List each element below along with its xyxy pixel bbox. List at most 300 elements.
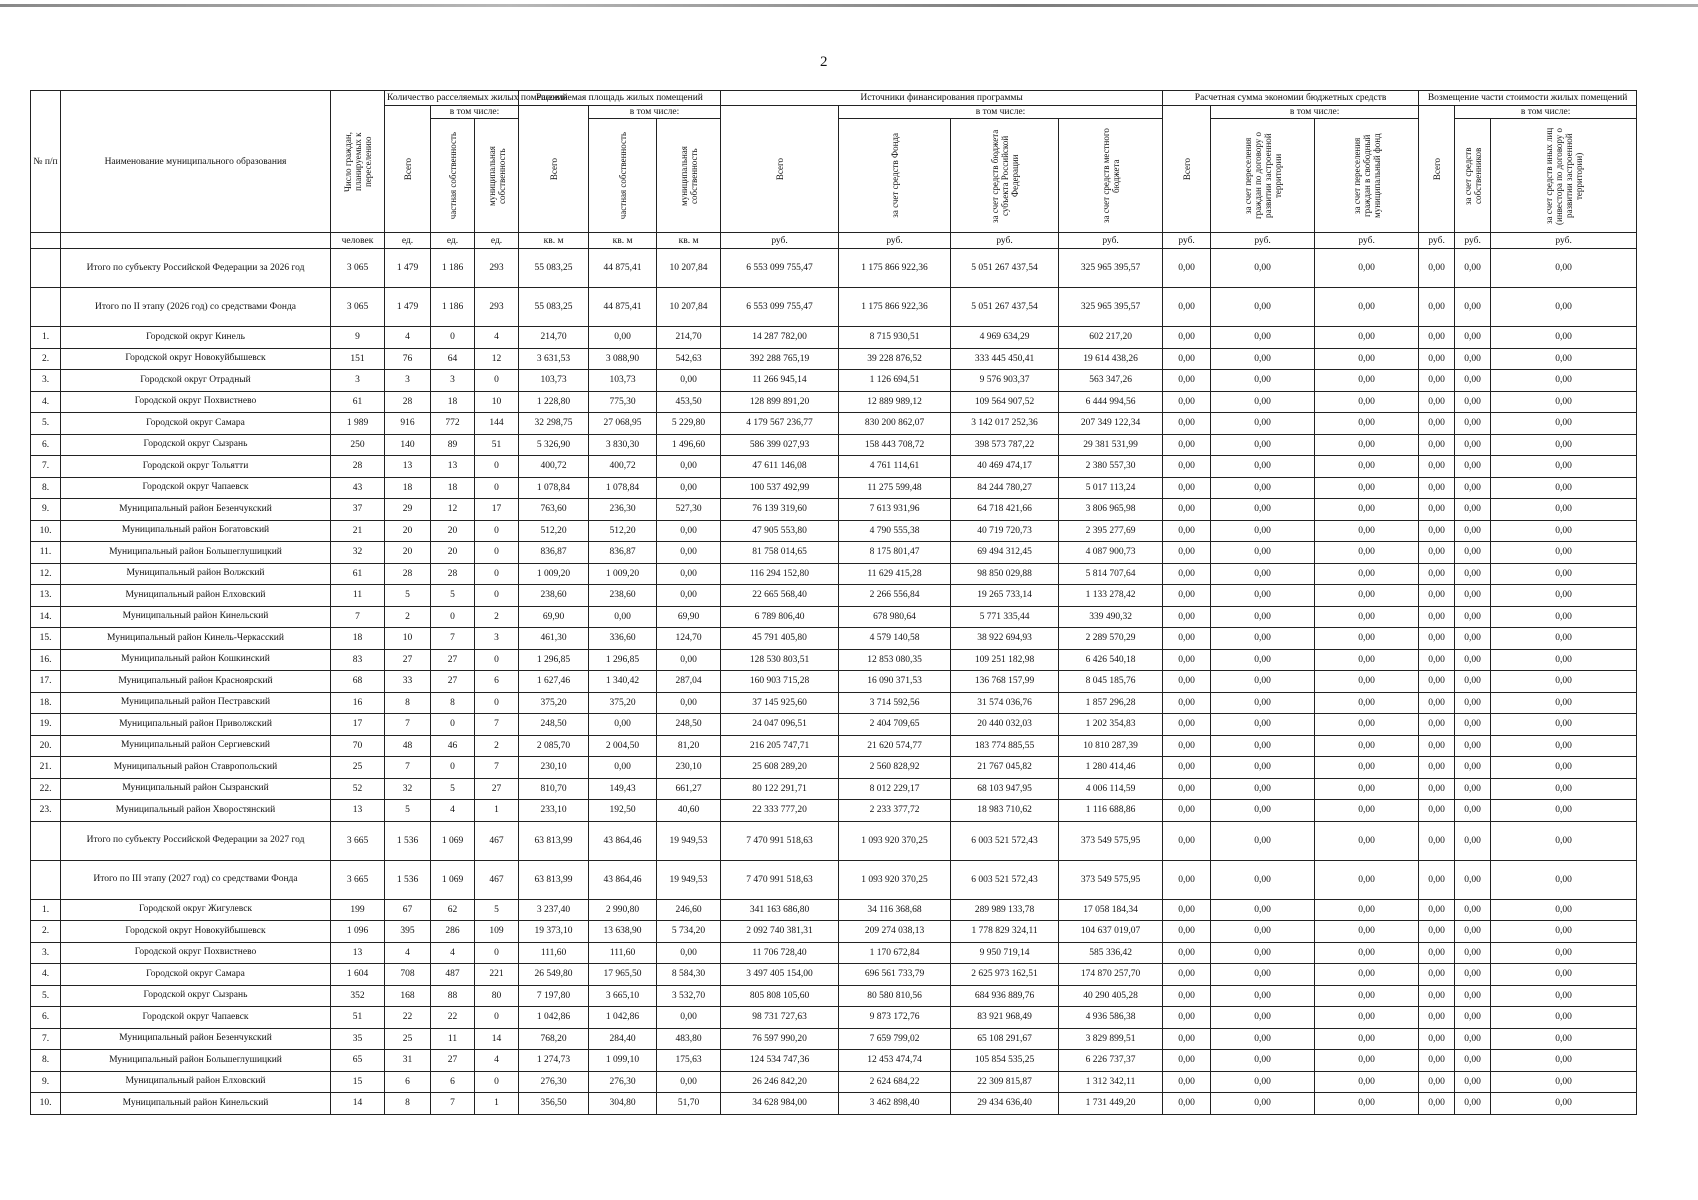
value-cell: 27 xyxy=(431,649,475,671)
value-cell: 43 864,46 xyxy=(589,860,657,899)
value-cell: 11 629 415,28 xyxy=(839,563,951,585)
value-cell: 0,00 xyxy=(1315,413,1419,435)
value-cell: 661,27 xyxy=(657,778,721,800)
value-cell: 5 326,90 xyxy=(519,434,589,456)
value-cell: 1 604 xyxy=(331,964,385,986)
value-cell: 124 534 747,36 xyxy=(721,1050,839,1072)
value-cell: 392 288 765,19 xyxy=(721,348,839,370)
value-cell: 3 462 898,40 xyxy=(839,1093,951,1115)
value-cell: 0,00 xyxy=(1491,585,1637,607)
value-cell: 0,00 xyxy=(1163,1093,1211,1115)
value-cell: 0,00 xyxy=(1211,628,1315,650)
value-cell: 0,00 xyxy=(1455,288,1491,327)
value-cell: 22 xyxy=(385,1007,431,1029)
value-cell: 0,00 xyxy=(657,692,721,714)
value-cell: 40,60 xyxy=(657,800,721,822)
value-cell: 47 905 553,80 xyxy=(721,520,839,542)
table-row xyxy=(31,1028,1637,1050)
value-cell: 0,00 xyxy=(1455,964,1491,986)
row-number: 7. xyxy=(31,1028,61,1050)
value-cell: 10 xyxy=(475,391,519,413)
value-cell: 34 116 368,68 xyxy=(839,899,951,921)
value-cell: 44 875,41 xyxy=(589,288,657,327)
value-cell: 3 065 xyxy=(331,249,385,288)
value-cell: 0,00 xyxy=(1211,520,1315,542)
value-cell: 3 830,30 xyxy=(589,434,657,456)
value-cell: 7 xyxy=(331,606,385,628)
value-cell: 4 790 555,38 xyxy=(839,520,951,542)
value-cell: 0,00 xyxy=(1163,327,1211,349)
value-cell: 0,00 xyxy=(1419,942,1455,964)
value-cell: 2 092 740 381,31 xyxy=(721,921,839,943)
value-cell: 341 163 686,80 xyxy=(721,899,839,921)
value-cell: 26 549,80 xyxy=(519,964,589,986)
row-number: 17. xyxy=(31,671,61,693)
value-cell: 0,00 xyxy=(1163,735,1211,757)
header-area-municipal: муниципальная собственность xyxy=(657,119,721,233)
value-cell: 0,00 xyxy=(657,542,721,564)
value-cell: 14 xyxy=(475,1028,519,1050)
table-row xyxy=(31,520,1637,542)
value-cell: 0,00 xyxy=(1455,899,1491,921)
value-cell: 14 287 782,00 xyxy=(721,327,839,349)
value-cell: 48 xyxy=(385,735,431,757)
value-cell: 0,00 xyxy=(1419,606,1455,628)
value-cell: 0,00 xyxy=(1163,585,1211,607)
value-cell: 0 xyxy=(475,649,519,671)
value-cell: 18 xyxy=(385,477,431,499)
value-cell: 20 440 032,03 xyxy=(951,714,1059,736)
value-cell: 46 xyxy=(431,735,475,757)
value-cell: 214,70 xyxy=(519,327,589,349)
value-cell: 64 718 421,66 xyxy=(951,499,1059,521)
value-cell: 89 xyxy=(431,434,475,456)
value-cell: 19 949,53 xyxy=(657,821,721,860)
value-cell: 287,04 xyxy=(657,671,721,693)
value-cell: 0,00 xyxy=(1491,542,1637,564)
value-cell: 286 xyxy=(431,921,475,943)
value-cell: 32 298,75 xyxy=(519,413,589,435)
value-cell: 0 xyxy=(475,520,519,542)
municipality-name: Муниципальный район Кинельский xyxy=(61,606,331,628)
value-cell: 0,00 xyxy=(657,649,721,671)
value-cell: 0,00 xyxy=(1419,964,1455,986)
value-cell: 1 133 278,42 xyxy=(1059,585,1163,607)
value-cell: 461,30 xyxy=(519,628,589,650)
value-cell: 1 042,86 xyxy=(519,1007,589,1029)
value-cell: 763,60 xyxy=(519,499,589,521)
value-cell: 0,00 xyxy=(1419,778,1455,800)
value-cell: 13 xyxy=(385,456,431,478)
value-cell: 2 404 709,65 xyxy=(839,714,951,736)
units-row xyxy=(31,233,1637,249)
value-cell: 3 xyxy=(475,628,519,650)
value-cell: 3 237,40 xyxy=(519,899,589,921)
value-cell: 11 275 599,48 xyxy=(839,477,951,499)
table-row xyxy=(31,456,1637,478)
value-cell: 20 xyxy=(431,520,475,542)
value-cell: 1 186 xyxy=(431,249,475,288)
value-cell: 0,00 xyxy=(1163,778,1211,800)
value-cell: 1 175 866 922,36 xyxy=(839,288,951,327)
value-cell: 467 xyxy=(475,821,519,860)
value-cell: 69 494 312,45 xyxy=(951,542,1059,564)
value-cell: 0,00 xyxy=(1455,434,1491,456)
value-cell: 80 122 291,71 xyxy=(721,778,839,800)
value-cell: 0,00 xyxy=(1455,1007,1491,1029)
table-row xyxy=(31,585,1637,607)
municipality-name: Муниципальный район Сызранский xyxy=(61,778,331,800)
row-number: 8. xyxy=(31,477,61,499)
header-reimb-owners: за счет средств собственников xyxy=(1455,119,1491,233)
value-cell: 0,00 xyxy=(1315,899,1419,921)
row-number: 5. xyxy=(31,413,61,435)
value-cell: 68 103 947,95 xyxy=(951,778,1059,800)
value-cell: 9 950 719,14 xyxy=(951,942,1059,964)
value-cell: 19 614 438,26 xyxy=(1059,348,1163,370)
value-cell: 4 087 900,73 xyxy=(1059,542,1163,564)
value-cell: 1 479 xyxy=(385,288,431,327)
value-cell: 1 312 342,11 xyxy=(1059,1071,1163,1093)
value-cell: 221 xyxy=(475,964,519,986)
value-cell: 109 xyxy=(475,921,519,943)
table-row xyxy=(31,391,1637,413)
table-row xyxy=(31,542,1637,564)
value-cell: 1 857 296,28 xyxy=(1059,692,1163,714)
value-cell: 0,00 xyxy=(1491,692,1637,714)
value-cell: 708 xyxy=(385,964,431,986)
value-cell: 0,00 xyxy=(1455,413,1491,435)
value-cell: 0,00 xyxy=(1455,692,1491,714)
municipality-name: Муниципальный район Сергиевский xyxy=(61,735,331,757)
value-cell: 1 042,86 xyxy=(589,1007,657,1029)
value-cell: 375,20 xyxy=(519,692,589,714)
value-cell: 51 xyxy=(331,1007,385,1029)
value-cell: 0,00 xyxy=(1491,942,1637,964)
value-cell: 0,00 xyxy=(1455,757,1491,779)
value-cell: 19 265 733,14 xyxy=(951,585,1059,607)
value-cell: 6 003 521 572,43 xyxy=(951,821,1059,860)
value-cell: 3 665 xyxy=(331,821,385,860)
value-cell: 13 638,90 xyxy=(589,921,657,943)
value-cell: 400,72 xyxy=(519,456,589,478)
row-number: 2. xyxy=(31,348,61,370)
row-number: 10. xyxy=(31,520,61,542)
value-cell: 0,00 xyxy=(1163,520,1211,542)
value-cell: 0,00 xyxy=(1211,985,1315,1007)
value-cell: 6 226 737,37 xyxy=(1059,1050,1163,1072)
value-cell: 68 xyxy=(331,671,385,693)
value-cell: 29 434 636,40 xyxy=(951,1093,1059,1115)
row-number: 4. xyxy=(31,964,61,986)
value-cell: 0,00 xyxy=(1163,942,1211,964)
row-number xyxy=(31,249,61,288)
municipality-name: Городской округ Чапаевск xyxy=(61,477,331,499)
row-number: 6. xyxy=(31,434,61,456)
value-cell: 0 xyxy=(475,542,519,564)
table-row xyxy=(31,499,1637,521)
header-finance-incl: в том числе: xyxy=(839,106,1163,119)
value-cell: 0,00 xyxy=(1163,434,1211,456)
value-cell: 34 628 984,00 xyxy=(721,1093,839,1115)
value-cell: 0,00 xyxy=(1315,1028,1419,1050)
value-cell: 128 899 891,20 xyxy=(721,391,839,413)
value-cell: 0,00 xyxy=(1211,757,1315,779)
value-cell: 2 380 557,30 xyxy=(1059,456,1163,478)
municipality-name: Городской округ Сызрань xyxy=(61,985,331,1007)
value-cell: 35 xyxy=(331,1028,385,1050)
value-cell: 0,00 xyxy=(1163,606,1211,628)
table-row xyxy=(31,563,1637,585)
header-economy-development: за счет переселения граждан по договору о развитии застроенной территории xyxy=(1211,119,1315,233)
value-cell: 8 xyxy=(431,692,475,714)
value-cell: 0,00 xyxy=(1211,1093,1315,1115)
value-cell: 81,20 xyxy=(657,735,721,757)
unit-cell: руб. xyxy=(1455,233,1491,249)
value-cell: 3 532,70 xyxy=(657,985,721,1007)
value-cell: 100 537 492,99 xyxy=(721,477,839,499)
value-cell: 230,10 xyxy=(519,757,589,779)
row-number: 1. xyxy=(31,899,61,921)
value-cell: 32 xyxy=(331,542,385,564)
value-cell: 678 980,64 xyxy=(839,606,951,628)
value-cell: 1 731 449,20 xyxy=(1059,1093,1163,1115)
value-cell: 64 xyxy=(431,348,475,370)
value-cell: 13 xyxy=(331,942,385,964)
value-cell: 0,00 xyxy=(1163,628,1211,650)
header-num: № п/п xyxy=(31,91,61,233)
municipality-name: Муниципальный район Волжский xyxy=(61,563,331,585)
value-cell: 183 774 885,55 xyxy=(951,735,1059,757)
value-cell: 563 347,26 xyxy=(1059,370,1163,392)
value-cell: 1 170 672,84 xyxy=(839,942,951,964)
value-cell: 0,00 xyxy=(1315,942,1419,964)
value-cell: 19 949,53 xyxy=(657,860,721,899)
value-cell: 21 xyxy=(331,520,385,542)
value-cell: 0 xyxy=(475,692,519,714)
municipality-name: Итого по субъекту Российской Федерации за 2027 год xyxy=(61,821,331,860)
municipality-name: Муниципальный район Большеглушицкий xyxy=(61,1050,331,1072)
value-cell: 0,00 xyxy=(1163,249,1211,288)
value-cell: 28 xyxy=(431,563,475,585)
value-cell: 69,90 xyxy=(657,606,721,628)
value-cell: 13 xyxy=(331,800,385,822)
table-row xyxy=(31,921,1637,943)
total-row xyxy=(31,860,1637,899)
value-cell: 12 xyxy=(431,499,475,521)
value-cell: 0,00 xyxy=(1491,800,1637,822)
municipality-name: Муниципальный район Елховский xyxy=(61,1071,331,1093)
value-cell: 6 444 994,56 xyxy=(1059,391,1163,413)
value-cell: 12 853 080,35 xyxy=(839,649,951,671)
table-row xyxy=(31,985,1637,1007)
value-cell: 10 207,84 xyxy=(657,288,721,327)
value-cell: 0,00 xyxy=(1491,434,1637,456)
header-reimb-total: Всего xyxy=(1419,106,1455,233)
value-cell: 16 xyxy=(331,692,385,714)
value-cell: 0,00 xyxy=(1163,800,1211,822)
value-cell: 9 576 903,37 xyxy=(951,370,1059,392)
value-cell: 4 969 634,29 xyxy=(951,327,1059,349)
value-cell: 0,00 xyxy=(1491,1028,1637,1050)
value-cell: 0,00 xyxy=(1419,757,1455,779)
value-cell: 238,60 xyxy=(589,585,657,607)
value-cell: 192,50 xyxy=(589,800,657,822)
value-cell: 0,00 xyxy=(589,327,657,349)
unit-cell: ед. xyxy=(431,233,475,249)
value-cell: 80 580 810,56 xyxy=(839,985,951,1007)
value-cell: 1 xyxy=(475,800,519,822)
table-row xyxy=(31,413,1637,435)
row-number: 14. xyxy=(31,606,61,628)
value-cell: 1 126 694,51 xyxy=(839,370,951,392)
value-cell: 356,50 xyxy=(519,1093,589,1115)
value-cell: 238,60 xyxy=(519,585,589,607)
value-cell: 4 xyxy=(385,942,431,964)
row-number: 15. xyxy=(31,628,61,650)
value-cell: 375,20 xyxy=(589,692,657,714)
value-cell: 1 175 866 922,36 xyxy=(839,249,951,288)
value-cell: 9 xyxy=(331,327,385,349)
value-cell: 0,00 xyxy=(1419,735,1455,757)
value-cell: 0,00 xyxy=(1455,921,1491,943)
table-row xyxy=(31,692,1637,714)
value-cell: 0,00 xyxy=(1419,1050,1455,1072)
value-cell: 0,00 xyxy=(1211,735,1315,757)
value-cell: 0,00 xyxy=(1491,1050,1637,1072)
value-cell: 0,00 xyxy=(1419,1071,1455,1093)
value-cell: 6 426 540,18 xyxy=(1059,649,1163,671)
value-cell: 128 530 803,51 xyxy=(721,649,839,671)
table-row xyxy=(31,964,1637,986)
value-cell: 1 296,85 xyxy=(519,649,589,671)
table-body xyxy=(31,249,1637,1115)
value-cell: 0,00 xyxy=(1419,348,1455,370)
value-cell: 0,00 xyxy=(1455,735,1491,757)
value-cell: 0,00 xyxy=(1419,899,1455,921)
municipality-name: Муниципальный район Безенчукский xyxy=(61,1028,331,1050)
value-cell: 398 573 787,22 xyxy=(951,434,1059,456)
value-cell: 0 xyxy=(475,477,519,499)
value-cell: 1 274,73 xyxy=(519,1050,589,1072)
value-cell: 0,00 xyxy=(1491,985,1637,1007)
value-cell: 3 631,53 xyxy=(519,348,589,370)
value-cell: 3 xyxy=(385,370,431,392)
value-cell: 0,00 xyxy=(1491,757,1637,779)
value-cell: 0,00 xyxy=(1315,1071,1419,1093)
value-cell: 69,90 xyxy=(519,606,589,628)
municipality-name: Муниципальный район Безенчукский xyxy=(61,499,331,521)
value-cell: 21 620 574,77 xyxy=(839,735,951,757)
value-cell: 6 xyxy=(475,671,519,693)
municipality-name: Городской округ Похвистнево xyxy=(61,942,331,964)
value-cell: 0,00 xyxy=(589,714,657,736)
table-row xyxy=(31,1050,1637,1072)
value-cell: 5 xyxy=(385,585,431,607)
value-cell: 0,00 xyxy=(1211,249,1315,288)
header-area-group: Расселяемая площадь жилых помещений xyxy=(519,91,721,106)
value-cell: 453,50 xyxy=(657,391,721,413)
value-cell: 0,00 xyxy=(1491,370,1637,392)
value-cell: 38 922 694,93 xyxy=(951,628,1059,650)
value-cell: 3 xyxy=(431,370,475,392)
value-cell: 5 xyxy=(475,899,519,921)
unit-cell: руб. xyxy=(1059,233,1163,249)
value-cell: 17 058 184,34 xyxy=(1059,899,1163,921)
value-cell: 0,00 xyxy=(1315,735,1419,757)
header-finance-fund: за счет средств Фонда xyxy=(839,119,951,233)
unit-cell: человек xyxy=(331,233,385,249)
municipality-name: Городской округ Жигулевск xyxy=(61,899,331,921)
value-cell: 293 xyxy=(475,249,519,288)
unit-cell: кв. м xyxy=(657,233,721,249)
value-cell: 248,50 xyxy=(657,714,721,736)
value-cell: 696 561 733,79 xyxy=(839,964,951,986)
value-cell: 830 200 862,07 xyxy=(839,413,951,435)
value-cell: 31 574 036,76 xyxy=(951,692,1059,714)
value-cell: 1 280 414,46 xyxy=(1059,757,1163,779)
value-cell: 0,00 xyxy=(1491,628,1637,650)
value-cell: 4 761 114,61 xyxy=(839,456,951,478)
value-cell: 0,00 xyxy=(1315,520,1419,542)
value-cell: 0,00 xyxy=(1491,348,1637,370)
value-cell: 0,00 xyxy=(1163,985,1211,1007)
value-cell: 104 637 019,07 xyxy=(1059,921,1163,943)
value-cell: 32 xyxy=(385,778,431,800)
value-cell: 0,00 xyxy=(1455,542,1491,564)
value-cell: 12 xyxy=(475,348,519,370)
value-cell: 5 xyxy=(385,800,431,822)
value-cell: 1 078,84 xyxy=(589,477,657,499)
header-reimb-investors: за счет средств иных лиц (инвестора по договору о развитии застроенной территории) xyxy=(1491,119,1637,233)
value-cell: 0,00 xyxy=(1419,628,1455,650)
table-row xyxy=(31,348,1637,370)
municipality-name: Муниципальный район Елховский xyxy=(61,585,331,607)
municipality-name: Муниципальный район Кинельский xyxy=(61,1093,331,1115)
value-cell: 1 009,20 xyxy=(589,563,657,585)
row-number: 11. xyxy=(31,542,61,564)
value-cell: 37 145 925,60 xyxy=(721,692,839,714)
value-cell: 3 142 017 252,36 xyxy=(951,413,1059,435)
value-cell: 1 536 xyxy=(385,821,431,860)
value-cell: 27 xyxy=(475,778,519,800)
value-cell: 276,30 xyxy=(589,1071,657,1093)
header-economy-incl: в том числе: xyxy=(1211,106,1419,119)
municipality-name: Итого по II этапу (2026 год) со средствами Фонда xyxy=(61,288,331,327)
value-cell: 3 497 405 154,00 xyxy=(721,964,839,986)
value-cell: 0,00 xyxy=(657,456,721,478)
value-cell: 0,00 xyxy=(1419,477,1455,499)
value-cell: 0 xyxy=(475,585,519,607)
value-cell: 333 445 450,41 xyxy=(951,348,1059,370)
value-cell: 0,00 xyxy=(1491,477,1637,499)
unit-cell: руб. xyxy=(721,233,839,249)
value-cell: 304,80 xyxy=(589,1093,657,1115)
value-cell: 22 333 777,20 xyxy=(721,800,839,822)
header-people: Число граждан, планируемых к переселению xyxy=(331,91,385,233)
value-cell: 0,00 xyxy=(1163,964,1211,986)
value-cell: 0,00 xyxy=(1419,249,1455,288)
value-cell: 0,00 xyxy=(1419,327,1455,349)
value-cell: 43 xyxy=(331,477,385,499)
value-cell: 8 xyxy=(385,692,431,714)
value-cell: 7 470 991 518,63 xyxy=(721,821,839,860)
value-cell: 3 665 xyxy=(331,860,385,899)
value-cell: 0,00 xyxy=(1211,860,1315,899)
value-cell: 1 627,46 xyxy=(519,671,589,693)
table-row xyxy=(31,942,1637,964)
value-cell: 0,00 xyxy=(657,477,721,499)
